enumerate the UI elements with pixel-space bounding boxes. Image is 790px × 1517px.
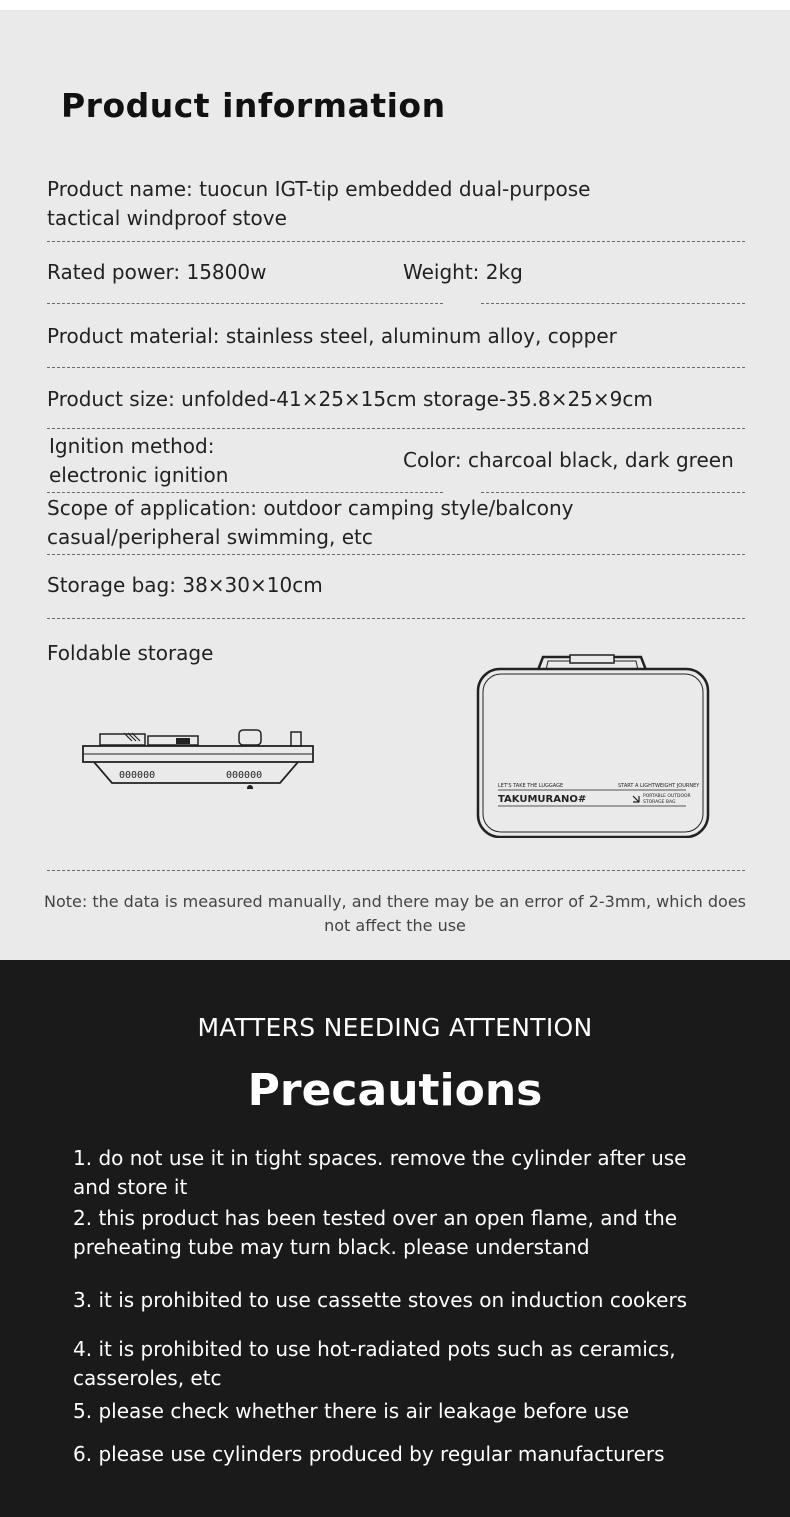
precaution-item: 5. please check whether there is air leakage before use bbox=[73, 1399, 630, 1423]
attention-heading: MATTERS NEEDING ATTENTION bbox=[197, 1013, 593, 1042]
bag-label-1: PORTABLE OUTDOOR bbox=[643, 794, 691, 799]
storage-bag-illustration bbox=[476, 654, 710, 838]
precautions-title: Precautions bbox=[247, 1065, 543, 1116]
page-title: Product information bbox=[61, 86, 446, 125]
precaution-item: 6. please use cylinders produced by regular manufacturers bbox=[73, 1442, 665, 1466]
bag-brand: TAKUMURANO# bbox=[498, 794, 587, 805]
storage-bag: Storage bag: 38×30×10cm bbox=[47, 573, 323, 597]
scope-line-1: Scope of application: outdoor camping style/balcony bbox=[47, 496, 574, 520]
divider bbox=[481, 492, 745, 493]
precaution-item: preheating tube may turn black. please understand bbox=[73, 1235, 590, 1259]
precaution-item: casseroles, etc bbox=[73, 1366, 222, 1390]
product-material: Product material: stainless steel, aluminum alloy, copper bbox=[47, 324, 617, 348]
stove-illustration bbox=[80, 725, 316, 789]
precaution-item: 1. do not use it in tight spaces. remove the cylinder after use bbox=[73, 1146, 687, 1170]
ignition-method-label: Ignition method: bbox=[49, 434, 215, 458]
divider bbox=[47, 870, 745, 871]
divider bbox=[47, 618, 745, 619]
bag-tagline-right: START A LIGHTWEIGHT JOURNEY bbox=[618, 783, 700, 789]
stove-marking-right: 000000 bbox=[226, 770, 263, 781]
divider bbox=[47, 303, 443, 304]
stove-marking-left: 000000 bbox=[119, 770, 156, 781]
bag-label-2: STORAGE BAG bbox=[643, 800, 676, 805]
divider bbox=[47, 241, 745, 242]
precaution-item: 4. it is prohibited to use hot-radiated pots such as ceramics, bbox=[73, 1337, 676, 1361]
top-margin bbox=[0, 0, 790, 10]
precaution-item: 2. this product has been tested over an open flame, and the bbox=[73, 1206, 678, 1230]
product-name-line-1: Product name: tuocun IGT-tip embedded dual-purpose bbox=[47, 177, 591, 201]
product-name-line-2: tactical windproof stove bbox=[47, 206, 287, 230]
product-size: Product size: unfolded-41×25×15cm storage-35.8×25×9cm bbox=[47, 387, 653, 411]
divider bbox=[47, 554, 745, 555]
bag-tagline-left: LET'S TAKE THE LUGGAGE bbox=[498, 783, 564, 789]
divider bbox=[47, 492, 443, 493]
measurement-note: Note: the data is measured manually, and there may be an error of 2-3mm, which does not affect the use bbox=[43, 892, 746, 935]
precaution-item: 3. it is prohibited to use cassette stoves on induction cookers bbox=[73, 1288, 688, 1312]
color: Color: charcoal black, dark green bbox=[403, 448, 734, 472]
divider bbox=[481, 303, 745, 304]
precaution-item: and store it bbox=[73, 1175, 188, 1199]
weight: Weight: 2kg bbox=[403, 260, 523, 284]
scope-line-2: casual/peripheral swimming, etc bbox=[47, 525, 373, 549]
rated-power: Rated power: 15800w bbox=[47, 260, 267, 284]
divider bbox=[47, 367, 745, 368]
divider bbox=[47, 428, 745, 429]
ignition-method-value: electronic ignition bbox=[49, 463, 229, 487]
foldable-storage: Foldable storage bbox=[47, 641, 214, 665]
